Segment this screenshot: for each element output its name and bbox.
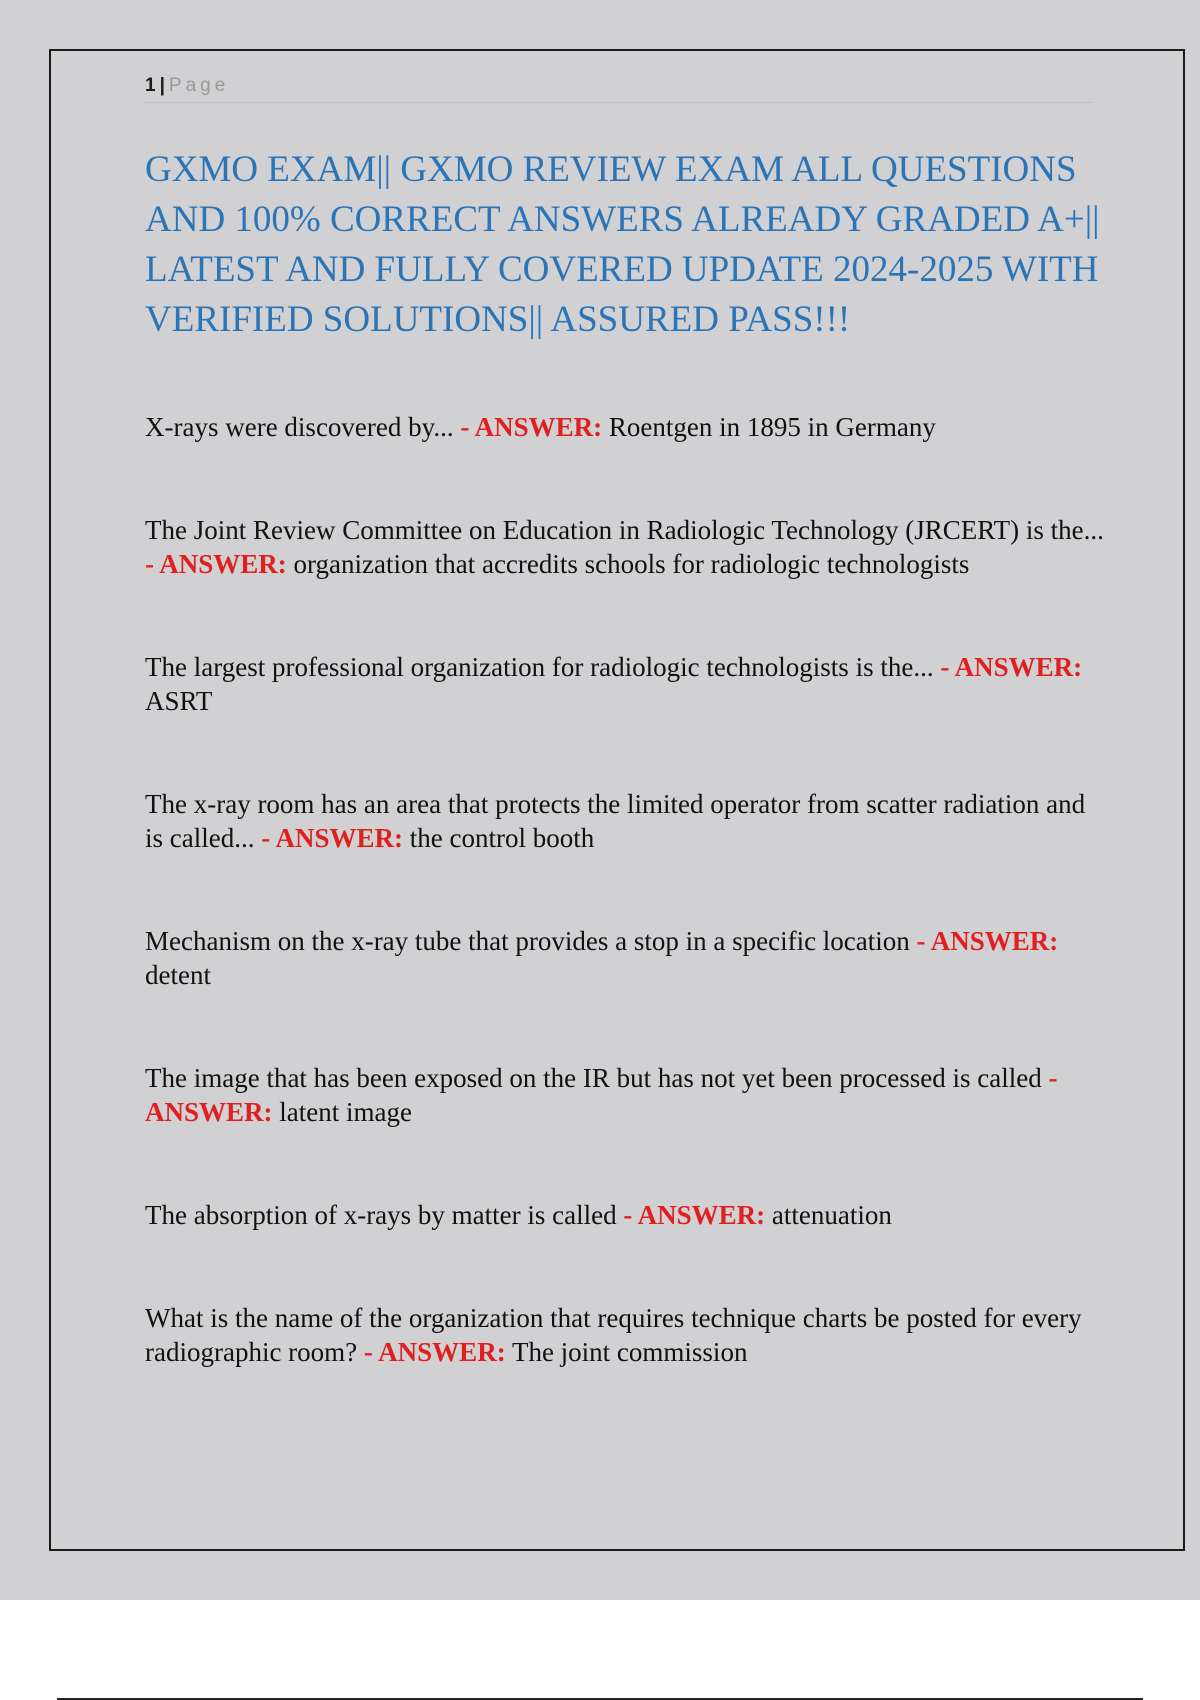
page-word: Page xyxy=(168,75,230,96)
question-text: The image that has been exposed on the IR but has not yet been processed is called xyxy=(145,1063,1042,1093)
qa-item xyxy=(145,1301,1105,1369)
question-text: The absorption of x-rays by matter is called xyxy=(145,1200,617,1230)
page-number: 1 xyxy=(145,75,156,96)
answer-marker: - ANSWER: xyxy=(145,1063,1058,1127)
answer-marker: - ANSWER: xyxy=(363,1337,506,1367)
page-separator: | xyxy=(159,75,165,96)
qa-item xyxy=(145,1198,1105,1232)
answer-marker: - ANSWER: xyxy=(460,412,603,442)
question-text: The Joint Review Committee on Education in Radiologic Technology (JRCERT) is the... xyxy=(145,515,1104,545)
page-header xyxy=(145,74,1093,103)
question-text: The x-ray room has an area that protects the limited operator from scatter radiation and is called... xyxy=(145,789,1086,853)
qa-item xyxy=(145,1061,1105,1129)
answer-text: detent xyxy=(145,960,211,990)
qa-item xyxy=(145,650,1105,718)
question-text: X-rays were discovered by... xyxy=(145,412,454,442)
answer-text: latent image xyxy=(279,1097,412,1127)
answer-text: the control booth xyxy=(409,823,595,853)
answer-marker: - ANSWER: xyxy=(916,926,1059,956)
answer-text: attenuation xyxy=(771,1200,892,1230)
qa-item xyxy=(145,410,1105,444)
answer-marker: - ANSWER: xyxy=(145,549,287,579)
qa-item xyxy=(145,787,1105,855)
answer-text: The joint commission xyxy=(511,1337,748,1367)
answer-marker: - ANSWER: xyxy=(261,823,403,853)
answer-marker: - ANSWER: xyxy=(940,652,1083,682)
document-title: GXMO EXAM|| GXMO REVIEW EXAM ALL QUESTIONS AND 100% CORRECT ANSWERS ALREADY GRADED A+|| LATEST AND FULLY COVERED UPDATE 2024-2025 WITH VERIFIED SOLUTIONS|| ASSURED PASS!!! xyxy=(145,149,1100,340)
qa-item xyxy=(145,924,1105,992)
answer-marker: - ANSWER: xyxy=(623,1200,766,1230)
answer-text: Roentgen in 1895 in Germany xyxy=(608,412,936,442)
question-text: The largest professional organization for radiologic technologists is the... xyxy=(145,652,934,682)
answer-text: ASRT xyxy=(145,686,213,716)
question-text: What is the name of the organization that requires technique charts be posted for every radiographic room? xyxy=(145,1303,1082,1367)
qa-item xyxy=(145,513,1105,581)
question-text: Mechanism on the x-ray tube that provides a stop in a specific location xyxy=(145,926,910,956)
answer-text: organization that accredits schools for radiologic technologists xyxy=(293,549,970,579)
